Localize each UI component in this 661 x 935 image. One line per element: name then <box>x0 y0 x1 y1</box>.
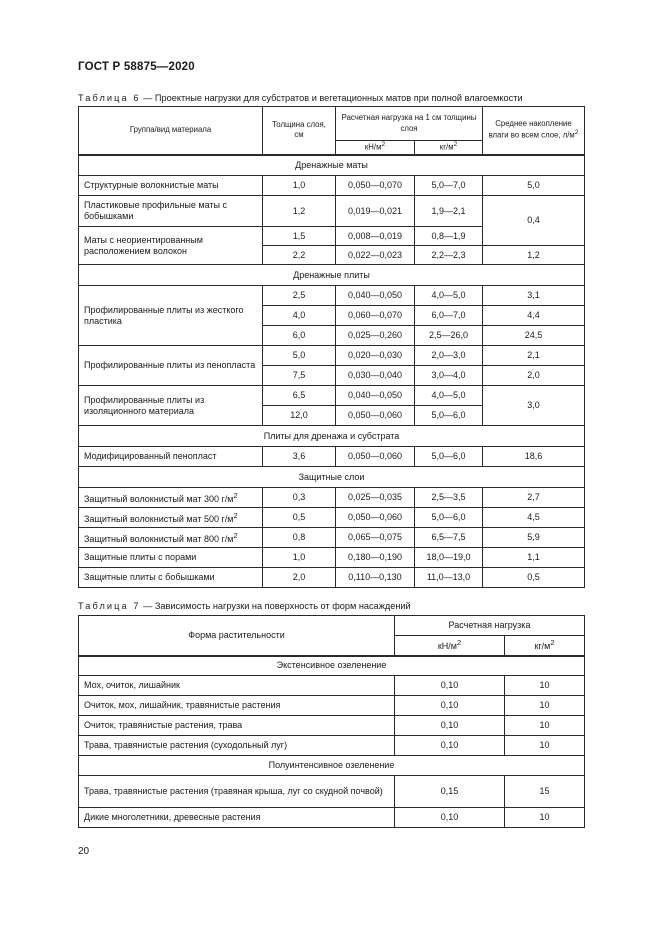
table7-header-kn <box>395 636 505 656</box>
table-row <box>79 508 585 528</box>
table6-cell-sup: 2 <box>233 530 238 540</box>
table7-cell: 10 <box>505 736 585 756</box>
table7-cell: 0,10 <box>395 736 505 756</box>
table6-cell: 0,050—0,060 <box>336 406 415 426</box>
table6-cell: Структурные волокнистые маты <box>79 176 263 196</box>
table6-cell: Защитные плиты с порами <box>79 548 263 568</box>
table7-caption-label: Таблица 7 <box>78 601 141 611</box>
table6-cell <box>79 528 263 548</box>
table7-cell: 0,10 <box>395 696 505 716</box>
table6-cell: 4,4 <box>483 306 585 326</box>
table6-cell: 0,025—0,035 <box>336 488 415 508</box>
table6-cell: 6,5 <box>263 386 336 406</box>
table6-cell-sup: 2 <box>233 490 238 500</box>
table6-header-moisture-sup: 2 <box>574 129 579 137</box>
table6-cell: 3,0 <box>483 386 585 426</box>
table6-header-kg-text: кг/м <box>439 142 454 152</box>
table7-cell: 10 <box>505 716 585 736</box>
table6-cell: 5,0 <box>263 346 336 366</box>
table6-cell: 0,022—0,023 <box>336 246 415 265</box>
table6-cell: 1,2 <box>263 196 336 227</box>
table6-cell: 2,0 <box>263 568 336 588</box>
table6-header-moisture <box>483 107 585 155</box>
table6-cell: 2,7 <box>483 488 585 508</box>
table6-cell: 0,025—0,260 <box>336 326 415 346</box>
table6-cell: 0,8 <box>263 528 336 548</box>
table7-header-kg <box>505 636 585 656</box>
table7-cell: 0,10 <box>395 676 505 696</box>
table6-cell: 18,6 <box>483 447 585 467</box>
table6-cell: 11,0—13,0 <box>415 568 483 588</box>
table6-cell <box>79 508 263 528</box>
table7-cell: Мох, очиток, лишайник <box>79 676 395 696</box>
table6-cell: 0,050—0,070 <box>336 176 415 196</box>
table6-cell: 1,2 <box>483 246 585 265</box>
table6-cell: 6,0—7,0 <box>415 306 483 326</box>
table6-cell: 5,0—6,0 <box>415 447 483 467</box>
table-row <box>79 447 585 467</box>
table6-cell: 0,5 <box>263 508 336 528</box>
table6-header-load: Расчетная нагрузка на 1 см толщины слоя <box>336 107 483 141</box>
table6-cell: Профилированные плиты из пенопласта <box>79 346 263 386</box>
table6-cell: 2,5—26,0 <box>415 326 483 346</box>
table6-cell: 2,0 <box>483 366 585 386</box>
table7-cell: 0,10 <box>395 808 505 828</box>
table6 <box>78 106 585 588</box>
table6-cell: 24,5 <box>483 326 585 346</box>
table6-header-kn <box>336 141 415 155</box>
table6-cell: 0,060—0,070 <box>336 306 415 326</box>
table6-cell-text: Защитный волокнистый мат 800 г/м <box>84 533 234 544</box>
table-row <box>79 736 585 756</box>
table-row <box>79 568 585 588</box>
table6-cell: 1,9—2,1 <box>415 196 483 227</box>
table6-cell: 0,050—0,060 <box>336 508 415 528</box>
table6-cell: 0,180—0,190 <box>336 548 415 568</box>
table-row <box>79 696 585 716</box>
table6-cell: Маты с неориентированным расположением волокон <box>79 227 263 265</box>
table6-cell: 2,2 <box>263 246 336 265</box>
table6-header-kg <box>415 141 483 155</box>
table6-cell: 3,6 <box>263 447 336 467</box>
table6-section-boards-drainage-substrate: Плиты для дренажа и субстрата <box>79 426 585 447</box>
table-row <box>79 548 585 568</box>
table6-cell: 0,019—0,021 <box>336 196 415 227</box>
table7-section-semi-intensive: Полуинтенсивное озеленение <box>79 756 585 776</box>
table7-header-kg-text: кг/м <box>534 641 551 652</box>
table6-header-group: Группа/вид материала <box>79 107 263 155</box>
table7-header-kn-sup: 2 <box>456 638 462 648</box>
table6-section-drainage-mats: Дренажные маты <box>79 155 585 176</box>
table7-section-extensive: Экстенсивное озеленение <box>79 656 585 676</box>
table6-cell: 3,1 <box>483 286 585 306</box>
table6-cell <box>79 488 263 508</box>
table6-cell: Пластиковые профильные маты с бобышками <box>79 196 263 227</box>
table6-cell: 3,0—4,0 <box>415 366 483 386</box>
table7-header-kg-sup: 2 <box>550 638 555 648</box>
table6-section-protective-layers: Защитные слои <box>79 467 585 488</box>
table6-header-kn-sup: 2 <box>381 141 386 149</box>
table6-caption <box>78 93 523 103</box>
table6-cell-sup: 2 <box>233 510 238 520</box>
table7-header-kn-text: кН/м <box>437 641 457 652</box>
table6-cell: 0,4 <box>483 196 585 246</box>
table6-header-kg-sup: 2 <box>453 141 458 149</box>
table6-cell: 4,0 <box>263 306 336 326</box>
table6-cell: 0,030—0,040 <box>336 366 415 386</box>
table6-cell: 18,0—19,0 <box>415 548 483 568</box>
table6-cell: 5,0—6,0 <box>415 406 483 426</box>
table6-cell: 0,8—1,9 <box>415 227 483 246</box>
table7-caption <box>78 601 411 611</box>
table-row <box>79 196 585 227</box>
table7-cell: 10 <box>505 676 585 696</box>
table7-cell: Трава, травянистые растения (травяная крыша, луг со скудной почвой) <box>79 776 395 808</box>
table6-cell: 2,2—2,3 <box>415 246 483 265</box>
table6-cell: 4,0—5,0 <box>415 386 483 406</box>
table6-caption-title: — Проектные нагрузки для субстратов и вегетационных матов при полной влагоемкости <box>140 93 523 103</box>
table6-cell: 2,1 <box>483 346 585 366</box>
table7-cell: 0,15 <box>395 776 505 808</box>
table6-cell: 6,5—7,5 <box>415 528 483 548</box>
table7-cell: 10 <box>505 696 585 716</box>
table-row <box>79 716 585 736</box>
table6-cell: 4,5 <box>483 508 585 528</box>
table-row <box>79 676 585 696</box>
table6-cell: 2,5—3,5 <box>415 488 483 508</box>
table7-cell: Дикие многолетники, древесные растения <box>79 808 395 828</box>
table7-cell: 0,10 <box>395 716 505 736</box>
table6-cell: 0,020—0,030 <box>336 346 415 366</box>
table6-cell: Профилированные плиты из жесткого пластика <box>79 286 263 346</box>
table-row <box>79 386 585 406</box>
table6-cell: 5,0—7,0 <box>415 176 483 196</box>
table7-caption-title: — Зависимость нагрузки на поверхность от форм насаждений <box>140 601 411 611</box>
table7-cell: Очиток, травянистые растения, трава <box>79 716 395 736</box>
table7-header-form: Форма растительности <box>79 616 395 656</box>
table6-cell: 5,0—6,0 <box>415 508 483 528</box>
table6-cell: 4,0—5,0 <box>415 286 483 306</box>
table6-header-moisture-text: Среднее накопление влаги во всем слое, л/м <box>488 118 575 141</box>
table7-cell: Очиток, мох, лишайник, травянистые растения <box>79 696 395 716</box>
table6-cell: Модифицированный пенопласт <box>79 447 263 467</box>
table6-cell: 0,3 <box>263 488 336 508</box>
table6-cell: 1,0 <box>263 176 336 196</box>
page-number: 20 <box>78 846 90 857</box>
table6-cell: 0,5 <box>483 568 585 588</box>
table6-cell: 1,5 <box>263 227 336 246</box>
table6-cell: 0,008—0,019 <box>336 227 415 246</box>
table7-cell: Трава, травянистые растения (суходольный луг) <box>79 736 395 756</box>
table6-cell: 6,0 <box>263 326 336 346</box>
table-row <box>79 176 585 196</box>
table6-cell: Профилированные плиты из изоляционного материала <box>79 386 263 426</box>
table6-cell: 5,0 <box>483 176 585 196</box>
table7-cell: 10 <box>505 808 585 828</box>
table6-cell-text: Защитный волокнистый мат 300 г/м <box>84 493 234 504</box>
table6-header-thickness: Толщина слоя, см <box>263 107 336 155</box>
table7-cell: 15 <box>505 776 585 808</box>
table6-header-kn-text: кН/м <box>364 142 382 152</box>
document-header: ГОСТ Р 58875—2020 <box>78 61 195 73</box>
table6-cell: 5,9 <box>483 528 585 548</box>
table7-header-load: Расчетная нагрузка <box>395 616 585 636</box>
table7 <box>78 615 585 828</box>
table6-cell: 1,0 <box>263 548 336 568</box>
table6-cell: 2,0—3,0 <box>415 346 483 366</box>
table6-cell: 1,1 <box>483 548 585 568</box>
table-row <box>79 488 585 508</box>
table6-cell: Защитные плиты с бобышками <box>79 568 263 588</box>
table6-cell: 0,040—0,050 <box>336 386 415 406</box>
table6-cell: 0,040—0,050 <box>336 286 415 306</box>
table6-cell: 12,0 <box>263 406 336 426</box>
table-row <box>79 808 585 828</box>
table6-section-drainage-boards: Дренажные плиты <box>79 265 585 286</box>
table6-cell: 7,5 <box>263 366 336 386</box>
table6-cell: 2,5 <box>263 286 336 306</box>
table6-cell: 0,065—0,075 <box>336 528 415 548</box>
table6-cell: 0,110—0,130 <box>336 568 415 588</box>
table6-caption-label: Таблица 6 <box>78 93 141 103</box>
table-row <box>79 286 585 306</box>
table-row <box>79 776 585 808</box>
table6-cell-text: Защитный волокнистый мат 500 г/м <box>84 513 234 524</box>
table-row <box>79 346 585 366</box>
table6-cell: 0,050—0,060 <box>336 447 415 467</box>
table-row <box>79 528 585 548</box>
